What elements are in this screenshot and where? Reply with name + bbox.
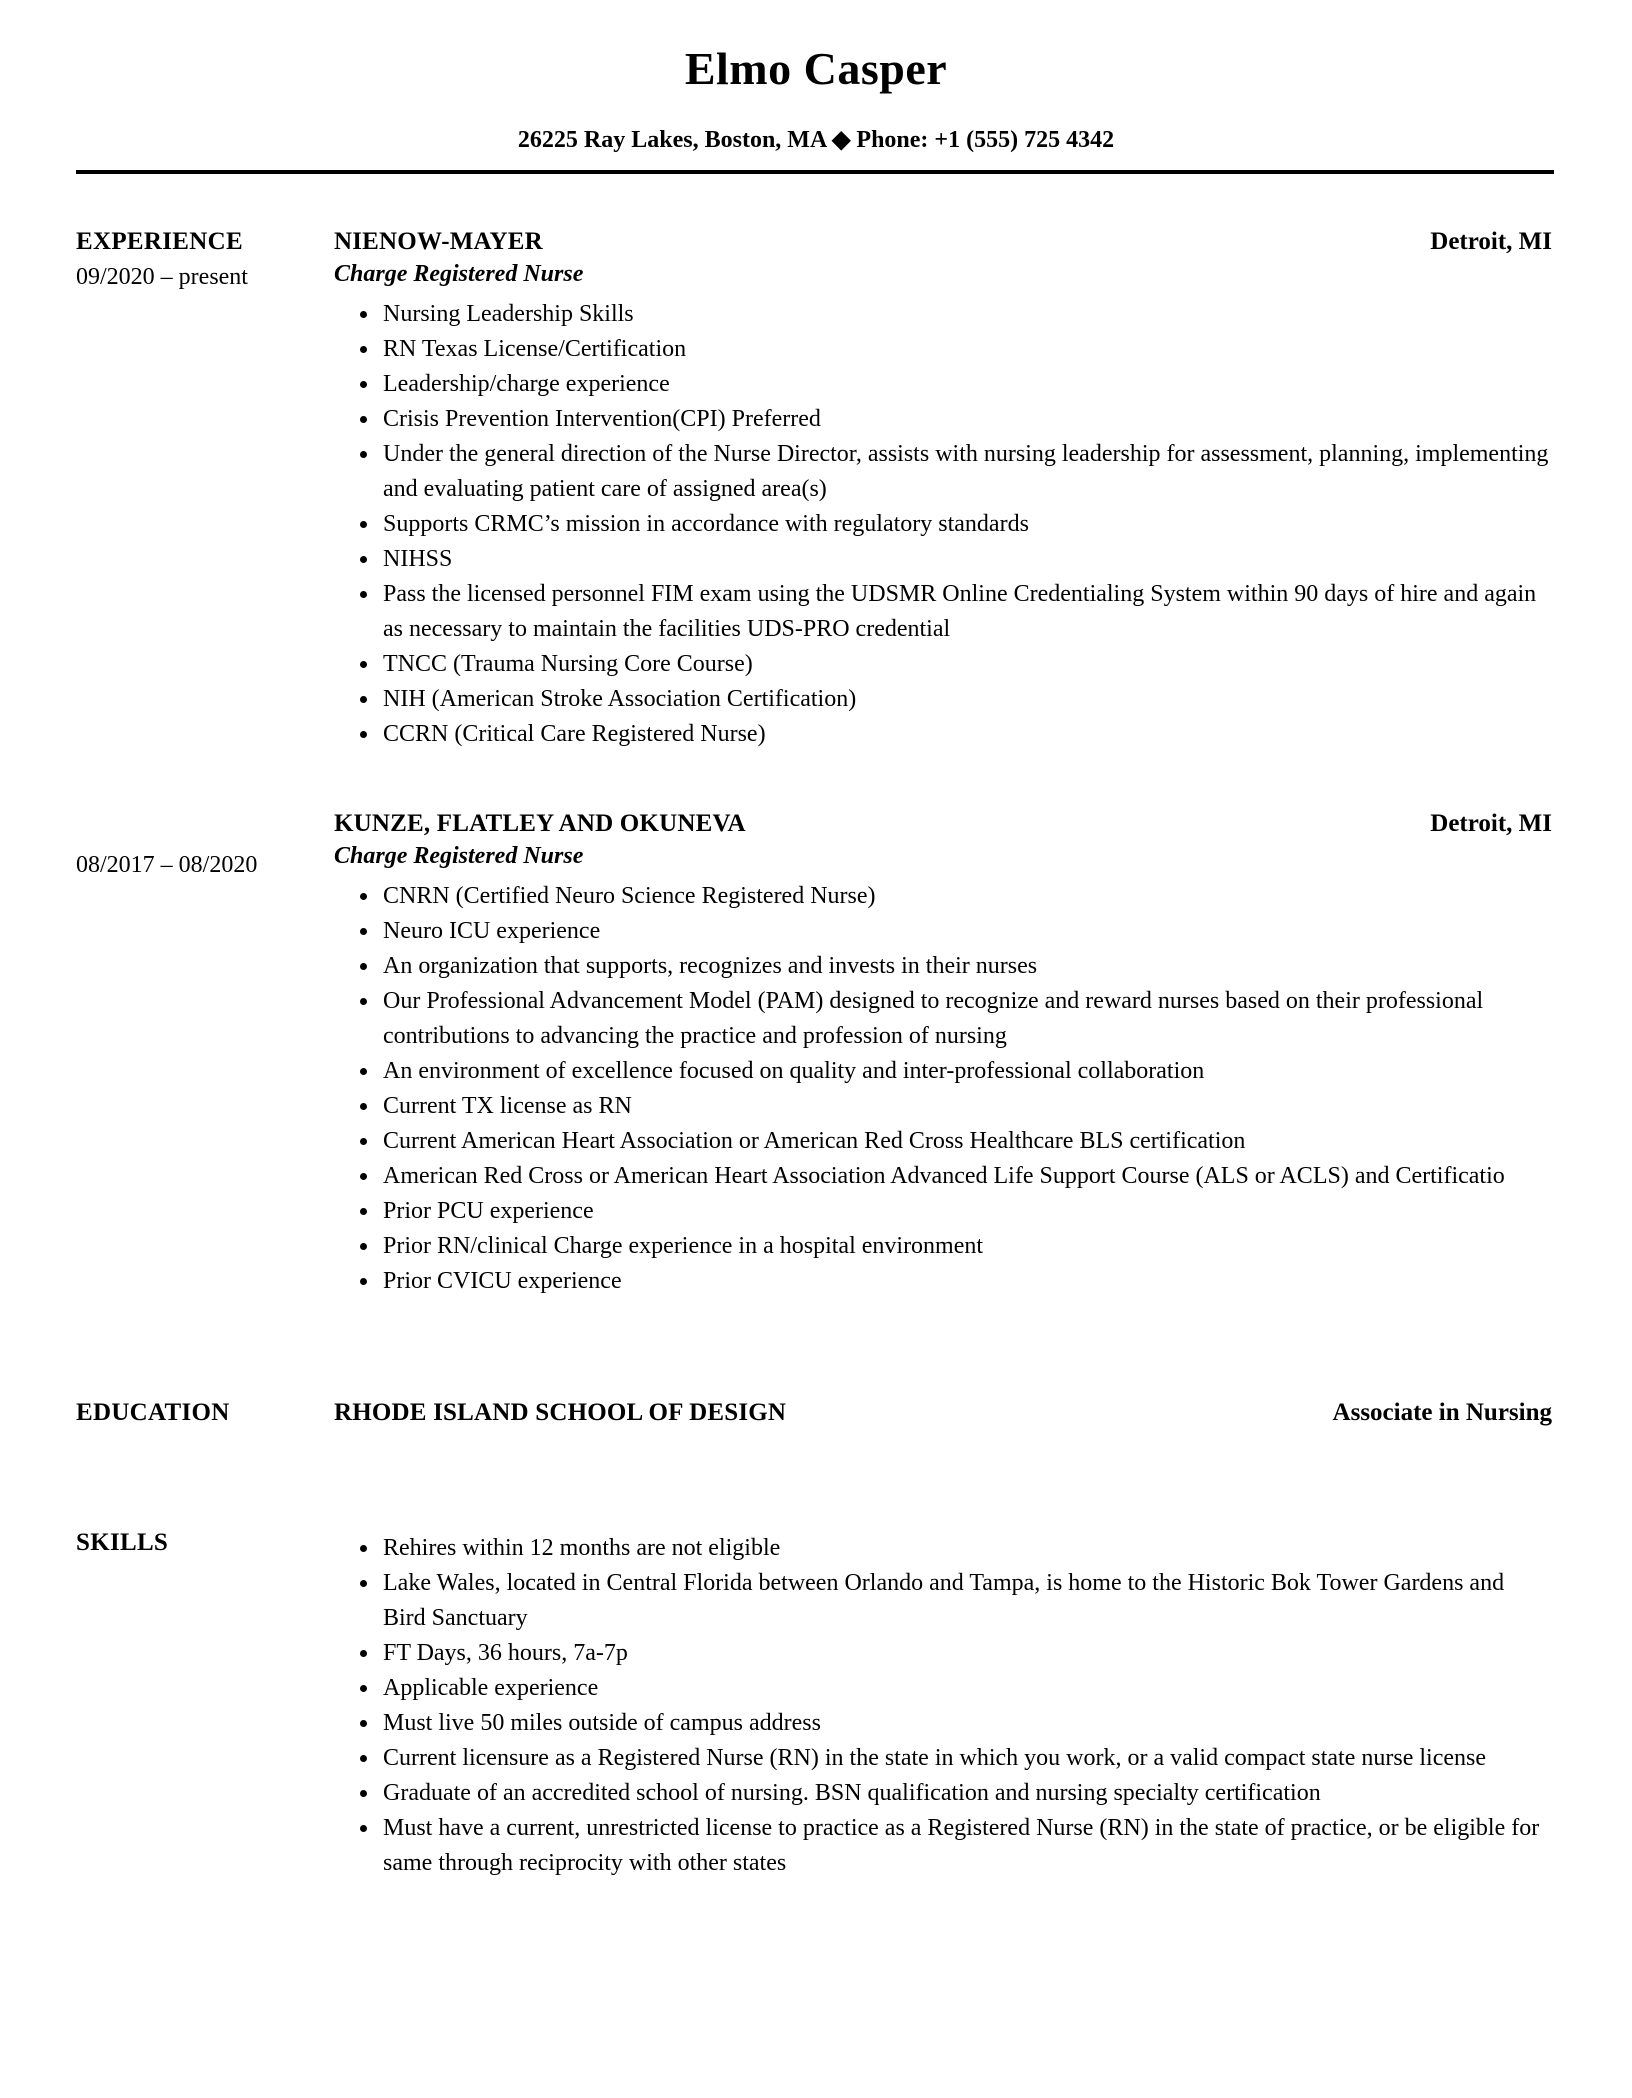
bullet-item: • Must live 50 miles outside of campus address [380, 1706, 1552, 1741]
bullet-item: • RN Texas License/Certification [380, 332, 1552, 367]
bullet-item: • Graduate of an accredited school of nursing. BSN qualification and nursing specialty certification [380, 1776, 1552, 1811]
bullet-item: • Pass the licensed personnel FIM exam using the UDSMR Online Credentialing System within 90 days of hire and again as necessary to maintain the facilities UDS-PRO credential [380, 577, 1552, 647]
bullet-item: • Supports CRMC’s mission in accordance with regulatory standards [380, 507, 1552, 542]
job-location: Detroit, MI [1430, 228, 1552, 255]
education-section [76, 1399, 1552, 1427]
bullet-item: • TNCC (Trauma Nursing Core Course) [380, 647, 1552, 682]
bullet-item: • Prior PCU experience [380, 1194, 1552, 1229]
job-block [334, 810, 1552, 1299]
job-bullet-list [334, 879, 1552, 1299]
bullet-item: • Must have a current, unrestricted license to practice as a Registered Nurse (RN) in the state of practice, or be eligible for same through reciprocity with other states [380, 1811, 1552, 1881]
company-name: NIENOW-MAYER [334, 228, 543, 255]
contact-line: 26225 Ray Lakes, Boston, MA ◆ Phone: +1 (555) 725 4342 [517, 127, 1115, 153]
education-row [334, 1399, 1552, 1427]
bullet-item: • Current American Heart Association or American Red Cross Healthcare BLS certification [380, 1124, 1552, 1159]
job-location: Detroit, MI [1430, 810, 1552, 837]
experience-side-column [76, 810, 334, 879]
resume-body [0, 174, 1632, 1881]
experience-section [76, 810, 1552, 1299]
job-header [334, 228, 1552, 256]
bullet-item: • NIH (American Stroke Association Certification) [380, 682, 1552, 717]
bullet-item: • Current TX license as RN [380, 1089, 1552, 1124]
bullet-item: • CNRN (Certified Neuro Science Registered Nurse) [380, 879, 1552, 914]
company-name: KUNZE, FLATLEY AND OKUNEVA [334, 810, 746, 837]
job-dates: 09/2020 – present [76, 264, 248, 290]
skills-bullet-list [334, 1531, 1552, 1881]
degree-name: Associate in Nursing [1332, 1399, 1552, 1426]
bullet-item: • An organization that supports, recognizes and invests in their nurses [380, 949, 1552, 984]
education-label: EDUCATION [76, 1399, 230, 1426]
bullet-item: • Prior RN/clinical Charge experience in a hospital environment [380, 1229, 1552, 1264]
bullet-item: • Applicable experience [380, 1671, 1552, 1706]
bullet-item: • FT Days, 36 hours, 7a-7p [380, 1636, 1552, 1671]
job-bullet-list [334, 297, 1552, 752]
bullet-item: • Neuro ICU experience [380, 914, 1552, 949]
school-name: RHODE ISLAND SCHOOL OF DESIGN [334, 1399, 787, 1426]
bullet-item: • Crisis Prevention Intervention(CPI) Preferred [380, 402, 1552, 437]
bullet-item: • An environment of excellence focused on quality and inter-professional collaboration [380, 1054, 1552, 1089]
job-block [334, 228, 1552, 752]
job-dates: 08/2017 – 08/2020 [76, 852, 258, 878]
skills-section [76, 1529, 1552, 1881]
bullet-item: • Current licensure as a Registered Nurse (RN) in the state in which you work, or a valid compact state nurse license [380, 1741, 1552, 1776]
bullet-item: • Under the general direction of the Nurse Director, assists with nursing leadership for assessment, planning, implementing and evaluating patient care of assigned area(s) [380, 437, 1552, 507]
experience-section [76, 228, 1552, 752]
bullet-item: • Prior CVICU experience [380, 1264, 1552, 1299]
bullet-item: • Rehires within 12 months are not eligible [380, 1531, 1552, 1566]
bullet-item: • CCRN (Critical Care Registered Nurse) [380, 717, 1552, 752]
skills-label: SKILLS [76, 1529, 169, 1556]
bullet-item: • Lake Wales, located in Central Florida between Orlando and Tampa, is home to the Historic Bok Tower Gardens and Bird Sanctuary [380, 1566, 1552, 1636]
candidate-name: Elmo Casper [684, 43, 948, 94]
experience-side-column [76, 228, 334, 291]
bullet-item: • Nursing Leadership Skills [380, 297, 1552, 332]
job-header [334, 810, 1552, 838]
job-title: Charge Registered Nurse [334, 843, 584, 869]
experience-label: EXPERIENCE [76, 228, 243, 255]
bullet-item: • Leadership/charge experience [380, 367, 1552, 402]
bullet-item: • American Red Cross or American Heart Association Advanced Life Support Course (ALS or ACLS) and Certificatio [380, 1159, 1552, 1194]
bullet-item: • NIHSS [380, 542, 1552, 577]
resume-header [0, 0, 1632, 174]
bullet-item: • Our Professional Advancement Model (PAM) designed to recognize and reward nurses based on their professional contributions to advancing the practice and profession of nursing [380, 984, 1552, 1054]
job-title: Charge Registered Nurse [334, 261, 584, 287]
